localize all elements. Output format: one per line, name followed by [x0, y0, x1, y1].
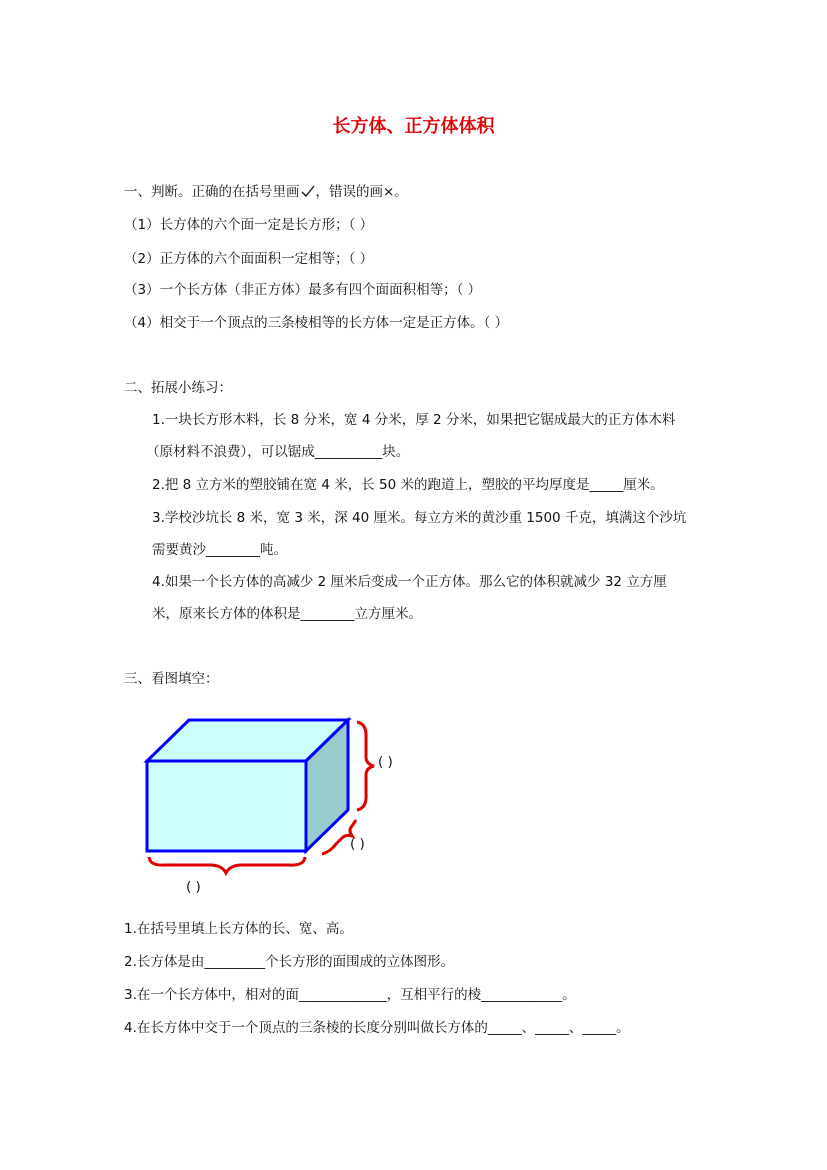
section2-line-2: （原材料不浪费），可以锯成__________块。: [146, 444, 410, 460]
section3-line-3: 3.在一个长方体中，相对的面_____________，互相平行的棱____________。: [124, 987, 576, 1003]
section2-line-5: 需要黄沙________吨。: [152, 542, 287, 558]
section2-line-7: 米，原来长方体的体积是________立方厘米。: [152, 606, 422, 622]
section3-heading: 三、看图填空：: [124, 671, 219, 687]
section2-line-3: 2.把 8 立方米的塑胶铺在宽 4 米，长 50 米的跑道上，塑胶的平均厚度是_____厘米。: [152, 477, 664, 493]
section1-heading-text: 一、判断。正确的在括号里画: [124, 184, 300, 200]
length-brace: [149, 857, 305, 873]
section2-heading: 二、拓展小练习：: [124, 380, 232, 396]
section1-item-3: （3）一个长方体（非正方体）最多有四个面面积相等；（ ）: [124, 282, 482, 298]
section2-line-4: 3.学校沙坑长 8 米，宽 3 米，深 40 厘米。每立方米的黄沙重 1500 千克，填满这个沙坑: [152, 510, 687, 526]
section1-heading: [124, 182, 408, 202]
width-label: ( ): [350, 836, 365, 852]
section3-line-2: 2.长方体是由_________个长方形的面围成的立体图形。: [124, 954, 455, 970]
section3-line-1: 1.在括号里填上长方体的长、宽、高。: [124, 921, 353, 937]
page-title: 长方体、正方体体积: [332, 116, 495, 137]
height-label: ( ): [378, 754, 393, 770]
height-brace: [357, 722, 374, 810]
section1-item-1: （1）长方体的六个面一定是长方形；（ ）: [124, 217, 374, 233]
cuboid-front-face: [147, 761, 306, 851]
section2-line-6: 4.如果一个长方体的高减少 2 厘米后变成一个正方体。那么它的体积就减少 32 立方厘: [152, 574, 667, 590]
section1-item-4: （4）相交于一个顶点的三条棱相等的长方体一定是正方体。（ ）: [124, 315, 509, 331]
section2-line-1: 1.一块长方形木料，长 8 分米，宽 4 分米，厚 2 分米，如果把它锯成最大的正方体木料: [152, 412, 676, 428]
length-label: ( ): [186, 879, 201, 895]
section3-line-4: 4.在长方体中交于一个顶点的三条棱的长度分别叫做长方体的_____、_____、_____。: [124, 1020, 630, 1036]
section1-item-2: （2）正方体的六个面面积一定相等；（ ）: [124, 251, 374, 267]
section1-heading-tail: ，错误的画×。: [315, 184, 408, 200]
cuboid-diagram: [110, 712, 470, 912]
check-mark-icon: [300, 184, 316, 198]
cuboid-figure: [110, 712, 470, 912]
